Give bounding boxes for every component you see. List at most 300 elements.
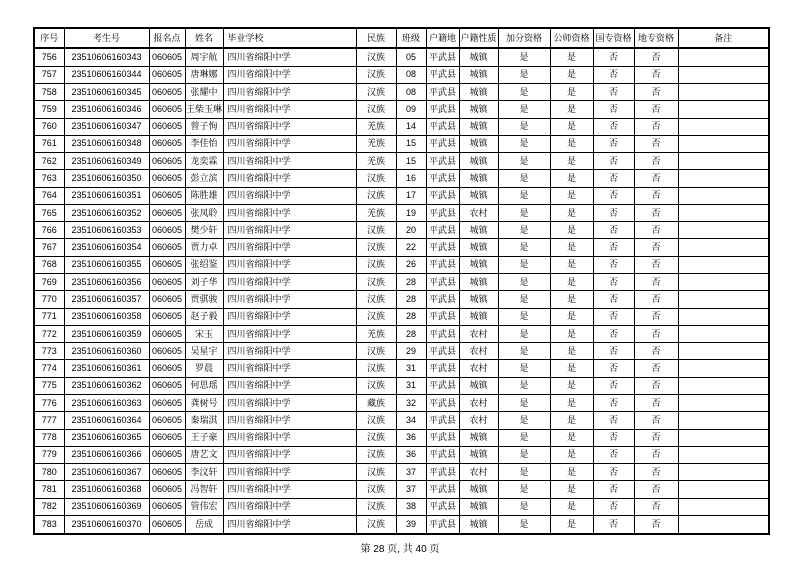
table-cell-xuhao: 762	[34, 153, 64, 170]
table-cell-biyexuexiao: 四川省绵阳中学	[223, 429, 356, 446]
table-cell-baomingdian: 060605	[149, 395, 185, 412]
table-cell-biyexuexiao: 四川省绵阳中学	[223, 66, 356, 83]
column-header-minzu: 民族	[356, 28, 396, 48]
table-cell-beizhu	[678, 343, 769, 360]
table-cell-kaoshenghao: 23510606160365	[64, 429, 149, 446]
table-cell-biyexuexiao: 四川省绵阳中学	[223, 274, 356, 291]
table-cell-beizhu	[678, 429, 769, 446]
table-cell-xingming: 贾力卓	[185, 239, 223, 256]
table-cell-banji: 28	[396, 325, 426, 342]
table-cell-dizhuanzige: 否	[634, 481, 678, 498]
table-cell-kaoshenghao: 23510606160343	[64, 48, 149, 66]
column-header-gongshizige: 公师资格	[550, 28, 593, 48]
table-cell-jiafenzige: 是	[498, 274, 550, 291]
table-row	[34, 256, 769, 273]
table-cell-kaoshenghao: 23510606160352	[64, 204, 149, 221]
table-row	[34, 464, 769, 481]
table-cell-beizhu	[678, 170, 769, 187]
table-cell-guozhuanzige: 否	[593, 515, 634, 534]
table-row	[34, 498, 769, 515]
table-cell-hujixingzhi: 城镇	[459, 83, 498, 100]
table-row	[34, 170, 769, 187]
table-cell-beizhu	[678, 481, 769, 498]
table-cell-dizhuanzige: 否	[634, 101, 678, 118]
table-cell-xuhao: 776	[34, 395, 64, 412]
table-cell-xingming: 唐艺文	[185, 446, 223, 463]
table-cell-kaoshenghao: 23510606160370	[64, 515, 149, 534]
table-cell-gongshizige: 是	[550, 170, 593, 187]
table-cell-kaoshenghao: 23510606160350	[64, 170, 149, 187]
table-cell-minzu: 汉族	[356, 412, 396, 429]
table-cell-gongshizige: 是	[550, 429, 593, 446]
table-cell-gongshizige: 是	[550, 204, 593, 221]
table-cell-banji: 32	[396, 395, 426, 412]
table-cell-xuhao: 782	[34, 498, 64, 515]
table-cell-guozhuanzige: 否	[593, 377, 634, 394]
table-cell-hujidi: 平武县	[426, 343, 459, 360]
table-cell-xuhao: 774	[34, 360, 64, 377]
column-header-banji: 班级	[396, 28, 426, 48]
table-cell-beizhu	[678, 412, 769, 429]
table-cell-banji: 39	[396, 515, 426, 534]
table-cell-minzu: 汉族	[356, 170, 396, 187]
table-cell-xuhao: 781	[34, 481, 64, 498]
table-cell-dizhuanzige: 否	[634, 395, 678, 412]
table-cell-beizhu	[678, 325, 769, 342]
table-row	[34, 239, 769, 256]
table-cell-banji: 31	[396, 360, 426, 377]
table-cell-hujixingzhi: 城镇	[459, 170, 498, 187]
table-cell-gongshizige: 是	[550, 274, 593, 291]
table-row	[34, 446, 769, 463]
table-cell-biyexuexiao: 四川省绵阳中学	[223, 48, 356, 66]
table-cell-guozhuanzige: 否	[593, 308, 634, 325]
table-cell-baomingdian: 060605	[149, 204, 185, 221]
table-cell-xuhao: 780	[34, 464, 64, 481]
table-cell-banji: 16	[396, 170, 426, 187]
table-cell-jiafenzige: 是	[498, 222, 550, 239]
table-row	[34, 101, 769, 118]
table-cell-dizhuanzige: 否	[634, 153, 678, 170]
table-cell-banji: 36	[396, 446, 426, 463]
table-cell-biyexuexiao: 四川省绵阳中学	[223, 135, 356, 152]
table-cell-guozhuanzige: 否	[593, 446, 634, 463]
table-cell-hujidi: 平武县	[426, 153, 459, 170]
table-cell-jiafenzige: 是	[498, 498, 550, 515]
table-cell-xingming: 龚树号	[185, 395, 223, 412]
table-cell-gongshizige: 是	[550, 118, 593, 135]
table-cell-beizhu	[678, 118, 769, 135]
table-cell-dizhuanzige: 否	[634, 515, 678, 534]
table-cell-dizhuanzige: 否	[634, 377, 678, 394]
table-cell-xuhao: 783	[34, 515, 64, 534]
table-cell-jiafenzige: 是	[498, 412, 550, 429]
table-cell-banji: 15	[396, 135, 426, 152]
table-cell-baomingdian: 060605	[149, 135, 185, 152]
table-cell-xuhao: 761	[34, 135, 64, 152]
table-cell-jiafenzige: 是	[498, 66, 550, 83]
table-cell-kaoshenghao: 23510606160358	[64, 308, 149, 325]
table-cell-biyexuexiao: 四川省绵阳中学	[223, 360, 356, 377]
table-cell-minzu: 汉族	[356, 187, 396, 204]
column-header-hujidi: 户籍地	[426, 28, 459, 48]
table-cell-biyexuexiao: 四川省绵阳中学	[223, 481, 356, 498]
table-cell-banji: 26	[396, 256, 426, 273]
table-cell-minzu: 汉族	[356, 308, 396, 325]
table-cell-xingming: 岳成	[185, 515, 223, 534]
table-cell-kaoshenghao: 23510606160351	[64, 187, 149, 204]
table-cell-jiafenzige: 是	[498, 446, 550, 463]
table-cell-hujidi: 平武县	[426, 170, 459, 187]
table-cell-kaoshenghao: 23510606160356	[64, 274, 149, 291]
table-cell-biyexuexiao: 四川省绵阳中学	[223, 446, 356, 463]
table-cell-banji: 14	[396, 118, 426, 135]
table-cell-gongshizige: 是	[550, 66, 593, 83]
table-cell-baomingdian: 060605	[149, 291, 185, 308]
table-cell-banji: 28	[396, 274, 426, 291]
table-cell-gongshizige: 是	[550, 325, 593, 342]
table-cell-gongshizige: 是	[550, 135, 593, 152]
table-cell-hujidi: 平武县	[426, 187, 459, 204]
table-cell-biyexuexiao: 四川省绵阳中学	[223, 343, 356, 360]
table-cell-gongshizige: 是	[550, 239, 593, 256]
table-cell-dizhuanzige: 否	[634, 48, 678, 66]
table-cell-xingming: 秦瑞淇	[185, 412, 223, 429]
table-cell-banji: 19	[396, 204, 426, 221]
table-cell-guozhuanzige: 否	[593, 274, 634, 291]
table-cell-guozhuanzige: 否	[593, 153, 634, 170]
table-cell-beizhu	[678, 83, 769, 100]
table-cell-xuhao: 772	[34, 325, 64, 342]
table-cell-jiafenzige: 是	[498, 153, 550, 170]
table-cell-baomingdian: 060605	[149, 308, 185, 325]
table-cell-kaoshenghao: 23510606160368	[64, 481, 149, 498]
table-cell-banji: 28	[396, 308, 426, 325]
table-row	[34, 515, 769, 534]
table-cell-xuhao: 756	[34, 48, 64, 66]
table-cell-xingming: 何思瑶	[185, 377, 223, 394]
table-cell-banji: 20	[396, 222, 426, 239]
table-cell-hujixingzhi: 农村	[459, 412, 498, 429]
table-cell-baomingdian: 060605	[149, 515, 185, 534]
table-cell-biyexuexiao: 四川省绵阳中学	[223, 291, 356, 308]
table-cell-dizhuanzige: 否	[634, 308, 678, 325]
table-cell-biyexuexiao: 四川省绵阳中学	[223, 412, 356, 429]
table-cell-xingming: 赵子毅	[185, 308, 223, 325]
table-cell-minzu: 汉族	[356, 83, 396, 100]
table-cell-beizhu	[678, 377, 769, 394]
table-cell-kaoshenghao: 23510606160345	[64, 83, 149, 100]
table-cell-biyexuexiao: 四川省绵阳中学	[223, 308, 356, 325]
table-cell-beizhu	[678, 135, 769, 152]
table-cell-guozhuanzige: 否	[593, 118, 634, 135]
table-cell-guozhuanzige: 否	[593, 48, 634, 66]
table-cell-kaoshenghao: 23510606160355	[64, 256, 149, 273]
table-cell-beizhu	[678, 222, 769, 239]
table-cell-guozhuanzige: 否	[593, 135, 634, 152]
table-cell-hujidi: 平武县	[426, 498, 459, 515]
table-cell-gongshizige: 是	[550, 481, 593, 498]
table-cell-hujixingzhi: 城镇	[459, 498, 498, 515]
table-cell-kaoshenghao: 23510606160353	[64, 222, 149, 239]
table-cell-xingming: 曾子恂	[185, 118, 223, 135]
table-cell-jiafenzige: 是	[498, 325, 550, 342]
table-cell-dizhuanzige: 否	[634, 446, 678, 463]
table-cell-xingming: 管伟宏	[185, 498, 223, 515]
table-cell-guozhuanzige: 否	[593, 256, 634, 273]
table-cell-biyexuexiao: 四川省绵阳中学	[223, 515, 356, 534]
table-cell-xuhao: 771	[34, 308, 64, 325]
table-cell-gongshizige: 是	[550, 498, 593, 515]
table-cell-dizhuanzige: 否	[634, 118, 678, 135]
table-cell-guozhuanzige: 否	[593, 343, 634, 360]
table-cell-xingming: 罗晨	[185, 360, 223, 377]
table-cell-biyexuexiao: 四川省绵阳中学	[223, 118, 356, 135]
table-cell-xingming: 张凤聆	[185, 204, 223, 221]
table-cell-kaoshenghao: 23510606160360	[64, 343, 149, 360]
table-cell-hujidi: 平武县	[426, 446, 459, 463]
table-cell-hujixingzhi: 农村	[459, 360, 498, 377]
table-cell-jiafenzige: 是	[498, 83, 550, 100]
table-cell-xingming: 张绍鉴	[185, 256, 223, 273]
table-cell-xingming: 吴星宇	[185, 343, 223, 360]
table-cell-hujidi: 平武县	[426, 239, 459, 256]
table-cell-jiafenzige: 是	[498, 118, 550, 135]
table-row	[34, 429, 769, 446]
table-cell-biyexuexiao: 四川省绵阳中学	[223, 239, 356, 256]
table-cell-banji: 36	[396, 429, 426, 446]
column-header-jiafenzige: 加分资格	[498, 28, 550, 48]
table-cell-beizhu	[678, 101, 769, 118]
table-cell-jiafenzige: 是	[498, 308, 550, 325]
table-cell-guozhuanzige: 否	[593, 170, 634, 187]
table-cell-gongshizige: 是	[550, 446, 593, 463]
table-cell-kaoshenghao: 23510606160348	[64, 135, 149, 152]
table-cell-minzu: 汉族	[356, 239, 396, 256]
table-cell-gongshizige: 是	[550, 395, 593, 412]
table-cell-hujidi: 平武县	[426, 325, 459, 342]
table-cell-minzu: 羌族	[356, 204, 396, 221]
table-row	[34, 325, 769, 342]
table-cell-minzu: 羌族	[356, 118, 396, 135]
table-cell-hujixingzhi: 城镇	[459, 446, 498, 463]
table-cell-dizhuanzige: 否	[634, 412, 678, 429]
table-cell-hujixingzhi: 城镇	[459, 187, 498, 204]
table-cell-dizhuanzige: 否	[634, 429, 678, 446]
table-cell-baomingdian: 060605	[149, 325, 185, 342]
table-cell-hujixingzhi: 城镇	[459, 118, 498, 135]
table-cell-banji: 37	[396, 481, 426, 498]
column-header-hujixingzhi: 户籍性质	[459, 28, 498, 48]
table-cell-minzu: 羌族	[356, 153, 396, 170]
table-cell-hujixingzhi: 城镇	[459, 291, 498, 308]
table-cell-baomingdian: 060605	[149, 274, 185, 291]
table-cell-xuhao: 763	[34, 170, 64, 187]
table-cell-jiafenzige: 是	[498, 135, 550, 152]
table-cell-biyexuexiao: 四川省绵阳中学	[223, 204, 356, 221]
table-cell-xuhao: 778	[34, 429, 64, 446]
table-cell-hujixingzhi: 城镇	[459, 135, 498, 152]
table-cell-baomingdian: 060605	[149, 429, 185, 446]
table-cell-gongshizige: 是	[550, 222, 593, 239]
table-cell-jiafenzige: 是	[498, 291, 550, 308]
table-cell-hujixingzhi: 城镇	[459, 153, 498, 170]
table-cell-kaoshenghao: 23510606160369	[64, 498, 149, 515]
table-cell-jiafenzige: 是	[498, 204, 550, 221]
table-cell-hujidi: 平武县	[426, 101, 459, 118]
table-cell-beizhu	[678, 308, 769, 325]
table-cell-xuhao: 769	[34, 274, 64, 291]
table-cell-jiafenzige: 是	[498, 481, 550, 498]
table-cell-kaoshenghao: 23510606160359	[64, 325, 149, 342]
table-cell-kaoshenghao: 23510606160363	[64, 395, 149, 412]
table-cell-hujidi: 平武县	[426, 360, 459, 377]
table-cell-xuhao: 768	[34, 256, 64, 273]
column-header-dizhuanzige: 地专资格	[634, 28, 678, 48]
table-cell-baomingdian: 060605	[149, 170, 185, 187]
table-cell-baomingdian: 060605	[149, 153, 185, 170]
table-cell-dizhuanzige: 否	[634, 464, 678, 481]
table-cell-kaoshenghao: 23510606160344	[64, 66, 149, 83]
table-cell-hujixingzhi: 城镇	[459, 101, 498, 118]
table-cell-xuhao: 760	[34, 118, 64, 135]
table-cell-hujidi: 平武县	[426, 274, 459, 291]
table-cell-xuhao: 765	[34, 204, 64, 221]
table-cell-banji: 28	[396, 291, 426, 308]
table-cell-minzu: 汉族	[356, 481, 396, 498]
table-cell-kaoshenghao: 23510606160366	[64, 446, 149, 463]
table-cell-xuhao: 767	[34, 239, 64, 256]
table-cell-hujidi: 平武县	[426, 118, 459, 135]
column-header-xingming: 姓名	[185, 28, 223, 48]
table-cell-biyexuexiao: 四川省绵阳中学	[223, 464, 356, 481]
table-cell-guozhuanzige: 否	[593, 204, 634, 221]
table-cell-kaoshenghao: 23510606160354	[64, 239, 149, 256]
table-cell-xingming: 李汶轩	[185, 464, 223, 481]
table-cell-guozhuanzige: 否	[593, 429, 634, 446]
table-cell-hujidi: 平武县	[426, 412, 459, 429]
table-cell-beizhu	[678, 360, 769, 377]
table-cell-baomingdian: 060605	[149, 83, 185, 100]
table-row	[34, 135, 769, 152]
table-cell-hujixingzhi: 城镇	[459, 239, 498, 256]
table-cell-dizhuanzige: 否	[634, 239, 678, 256]
roster-header	[34, 28, 769, 48]
table-cell-hujidi: 平武县	[426, 222, 459, 239]
table-cell-jiafenzige: 是	[498, 343, 550, 360]
table-cell-hujixingzhi: 农村	[459, 343, 498, 360]
table-cell-xuhao: 770	[34, 291, 64, 308]
table-cell-jiafenzige: 是	[498, 395, 550, 412]
table-cell-minzu: 汉族	[356, 256, 396, 273]
table-cell-kaoshenghao: 23510606160349	[64, 153, 149, 170]
table-cell-minzu: 汉族	[356, 377, 396, 394]
table-cell-biyexuexiao: 四川省绵阳中学	[223, 498, 356, 515]
table-cell-guozhuanzige: 否	[593, 481, 634, 498]
table-cell-kaoshenghao: 23510606160362	[64, 377, 149, 394]
table-cell-xingming: 张耀中	[185, 83, 223, 100]
table-cell-dizhuanzige: 否	[634, 204, 678, 221]
table-cell-dizhuanzige: 否	[634, 83, 678, 100]
table-cell-minzu: 汉族	[356, 101, 396, 118]
table-row	[34, 412, 769, 429]
table-cell-minzu: 汉族	[356, 498, 396, 515]
table-cell-hujixingzhi: 农村	[459, 395, 498, 412]
table-cell-gongshizige: 是	[550, 464, 593, 481]
table-cell-dizhuanzige: 否	[634, 135, 678, 152]
table-cell-biyexuexiao: 四川省绵阳中学	[223, 395, 356, 412]
table-cell-hujidi: 平武县	[426, 83, 459, 100]
table-cell-baomingdian: 060605	[149, 66, 185, 83]
table-cell-xuhao: 779	[34, 446, 64, 463]
table-cell-hujixingzhi: 城镇	[459, 377, 498, 394]
table-cell-xingming: 刘子华	[185, 274, 223, 291]
table-cell-xingming: 樊少轩	[185, 222, 223, 239]
table-cell-beizhu	[678, 274, 769, 291]
table-cell-xingming: 彭立滨	[185, 170, 223, 187]
table-cell-xingming: 李佳怡	[185, 135, 223, 152]
column-header-baomingdian: 报名点	[149, 28, 185, 48]
table-row	[34, 291, 769, 308]
table-cell-dizhuanzige: 否	[634, 170, 678, 187]
table-cell-gongshizige: 是	[550, 377, 593, 394]
table-row	[34, 395, 769, 412]
table-cell-baomingdian: 060605	[149, 256, 185, 273]
table-cell-xuhao: 764	[34, 187, 64, 204]
table-cell-hujidi: 平武县	[426, 464, 459, 481]
table-cell-dizhuanzige: 否	[634, 222, 678, 239]
table-cell-hujidi: 平武县	[426, 135, 459, 152]
table-cell-dizhuanzige: 否	[634, 343, 678, 360]
table-cell-hujidi: 平武县	[426, 204, 459, 221]
table-cell-guozhuanzige: 否	[593, 395, 634, 412]
table-cell-minzu: 汉族	[356, 360, 396, 377]
table-cell-gongshizige: 是	[550, 187, 593, 204]
table-cell-guozhuanzige: 否	[593, 464, 634, 481]
table-cell-baomingdian: 060605	[149, 222, 185, 239]
table-cell-hujixingzhi: 城镇	[459, 481, 498, 498]
table-cell-dizhuanzige: 否	[634, 291, 678, 308]
table-cell-baomingdian: 060605	[149, 412, 185, 429]
table-cell-gongshizige: 是	[550, 48, 593, 66]
table-row	[34, 83, 769, 100]
table-cell-hujixingzhi: 城镇	[459, 48, 498, 66]
table-cell-baomingdian: 060605	[149, 343, 185, 360]
table-cell-minzu: 汉族	[356, 343, 396, 360]
table-cell-beizhu	[678, 187, 769, 204]
column-header-kaoshenghao: 考生号	[64, 28, 149, 48]
table-cell-guozhuanzige: 否	[593, 187, 634, 204]
table-cell-guozhuanzige: 否	[593, 83, 634, 100]
table-cell-beizhu	[678, 48, 769, 66]
header-row	[34, 28, 769, 48]
table-cell-minzu: 汉族	[356, 291, 396, 308]
table-cell-minzu: 汉族	[356, 222, 396, 239]
table-cell-beizhu	[678, 395, 769, 412]
table-cell-minzu: 汉族	[356, 464, 396, 481]
table-cell-hujixingzhi: 城镇	[459, 256, 498, 273]
table-cell-banji: 34	[396, 412, 426, 429]
table-cell-guozhuanzige: 否	[593, 325, 634, 342]
table-cell-guozhuanzige: 否	[593, 222, 634, 239]
table-cell-biyexuexiao: 四川省绵阳中学	[223, 325, 356, 342]
table-cell-guozhuanzige: 否	[593, 101, 634, 118]
table-cell-xuhao: 759	[34, 101, 64, 118]
table-cell-beizhu	[678, 256, 769, 273]
table-cell-baomingdian: 060605	[149, 118, 185, 135]
table-cell-minzu: 羌族	[356, 325, 396, 342]
table-cell-jiafenzige: 是	[498, 48, 550, 66]
